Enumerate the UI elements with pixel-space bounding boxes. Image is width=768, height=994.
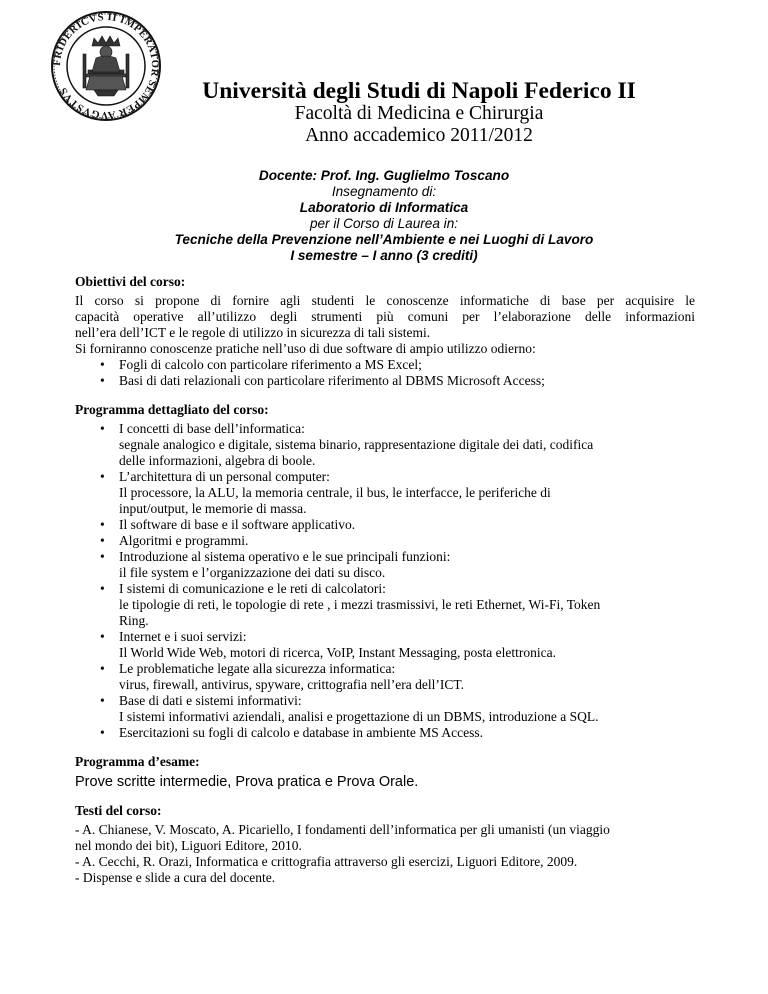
bullet-icon: • bbox=[100, 549, 105, 564]
degree-name: Tecniche della Prevenzione nell’Ambiente e nei Luoghi di Lavoro bbox=[174, 232, 594, 247]
objectives-line: capacità operative all’utilizzo degli strumenti più comuni per l’elaborazione delle informazioni bbox=[75, 309, 695, 324]
list-item: • Internet e i suoi servizi: Il World Wide Web, motori di ricerca, VoIP, Instant Messaging, posta elettronica. bbox=[100, 629, 556, 660]
faculty-name: Facoltà di Medicina e Chirurgia bbox=[294, 103, 544, 124]
objectives-intro: Si forniranno conoscenze pratiche nell’uso di due software di ampio utilizzo odierno: bbox=[75, 341, 536, 356]
objectives-line: nell’era dell’ICT e le regole di utilizzo in sicurezza di tali sistemi. bbox=[75, 325, 431, 340]
bullet-icon: • bbox=[100, 581, 105, 596]
academic-year: Anno accademico 2011/2012 bbox=[305, 125, 533, 146]
list-item: • Fogli di calcolo con particolare riferimento a MS Excel; bbox=[100, 357, 422, 372]
list-item: • Esercitazioni su fogli di calcolo e database in ambiente MS Access. bbox=[100, 725, 484, 740]
text-reference: - Dispense e slide a cura del docente. bbox=[75, 870, 276, 885]
bullet-icon: • bbox=[100, 629, 105, 644]
list-item: • Le problematiche legate alla sicurezza informatica: virus, firewall, antivirus, spyware, crittografia nell’era dell’ICT. bbox=[100, 661, 464, 692]
objectives-line: Il corso si propone di fornire agli studenti le conoscenze informatiche di base per acquisire le bbox=[75, 293, 695, 308]
list-item: • Il software di base e il software applicativo. bbox=[100, 517, 356, 532]
text-reference: - A. Cecchi, R. Orazi, Informatica e crittografia attraverso gli esercizi, Liguori Editore, 2009. bbox=[75, 854, 578, 869]
objectives-list bbox=[75, 357, 695, 389]
course-name: Laboratorio di Informatica bbox=[299, 200, 469, 215]
program-list bbox=[75, 421, 695, 741]
teaching-label: Insegnamento di: bbox=[331, 184, 437, 199]
bullet-icon: • bbox=[100, 469, 105, 484]
exam-title: Programma d’esame: bbox=[75, 754, 200, 769]
list-item: • I sistemi di comunicazione e le reti di calcolatori: le tipologie di reti, le topologie di rete , i mezzi trasmissivi, le reti Ethernet, Wi-Fi, Token Ring. bbox=[100, 581, 601, 628]
list-item: • Introduzione al sistema operativo e le sue principali funzioni: il file system e l’organizzazione dei dati su disco. bbox=[100, 549, 451, 580]
bullet-icon: • bbox=[100, 421, 105, 436]
seal-inscription: FRIDERICVS II IMPERATOR SEMPER AVGVSTVS bbox=[51, 11, 161, 121]
text-reference: nel mondo dei bit), Liguori Editore, 2010. bbox=[75, 838, 302, 853]
program-title: Programma dettagliato del corso: bbox=[75, 402, 269, 417]
university-name: Università degli Studi di Napoli Federico II bbox=[202, 78, 636, 104]
degree-label: per il Corso di Laurea in: bbox=[309, 216, 459, 231]
semester-info: I semestre – I anno (3 crediti) bbox=[290, 248, 478, 263]
list-item: • Basi di dati relazionali con particolare riferimento al DBMS Microsoft Access; bbox=[100, 373, 545, 388]
bullet-icon: • bbox=[100, 357, 105, 372]
list-item: • Base di dati e sistemi informativi: I sistemi informativi aziendali, analisi e progettazione di un DBMS, introduzione a SQL. bbox=[100, 693, 599, 724]
bullet-icon: • bbox=[100, 661, 105, 676]
texts-title: Testi del corso: bbox=[75, 803, 162, 818]
list-item: • Algoritmi e programmi. bbox=[100, 533, 249, 548]
bullet-icon: • bbox=[100, 533, 105, 548]
text-reference: - A. Chianese, V. Moscato, A. Picariello, I fondamenti dell’informatica per gli umanisti (un viaggio bbox=[75, 822, 610, 837]
teacher-name: Docente: Prof. Ing. Guglielmo Toscano bbox=[258, 168, 510, 183]
objectives-paragraph bbox=[75, 293, 695, 357]
exam-text: Prove scritte intermedie, Prova pratica e Prova Orale. bbox=[75, 774, 419, 790]
bullet-icon: • bbox=[100, 693, 105, 708]
list-item: • L’architettura di un personal computer: Il processore, la ALU, la memoria centrale, il bus, le interfacce, le periferiche di input/output, le memorie di massa. bbox=[100, 469, 551, 516]
texts-list bbox=[75, 822, 695, 886]
bullet-icon: • bbox=[100, 373, 105, 388]
course-content bbox=[75, 274, 695, 886]
list-item: • I concetti di base dell’informatica: segnale analogico e digitale, sistema binario, rappresentazione digitale dei dati, codifica delle informazioni, algebra di boole. bbox=[100, 421, 594, 468]
bullet-icon: • bbox=[100, 517, 105, 532]
bullet-icon: • bbox=[100, 725, 105, 740]
objectives-title: Obiettivi del corso: bbox=[75, 274, 186, 289]
